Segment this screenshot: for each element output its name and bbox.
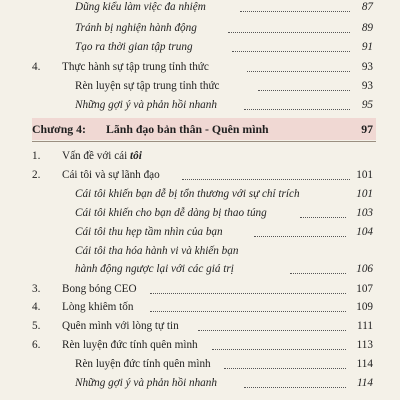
toc-entry-title: Rèn luyện sự tập trung tỉnh thức [75, 80, 220, 92]
section-number: 4. [32, 301, 41, 313]
section-number: 6. [32, 339, 41, 351]
toc-page-number: 114 [356, 358, 373, 370]
toc-page-number: 114 [357, 377, 373, 389]
toc-page-number: 93 [361, 80, 373, 92]
toc-entry-title: Vấn đề với cái tôi [62, 150, 142, 162]
dot-leader [240, 11, 350, 12]
toc-page-number: 111 [357, 320, 373, 332]
toc-entry-title: Rèn luyện đức tính quên mình [62, 339, 198, 351]
dot-leader [228, 32, 350, 33]
toc-entry-title: Thực hành sự tập trung tỉnh thức [62, 61, 209, 73]
toc-entry-title: Cái tôi thu hẹp tầm nhìn của bạn [75, 226, 223, 238]
dot-leader [224, 368, 346, 369]
section-number: 2. [32, 169, 41, 181]
toc-page-number: 95 [361, 99, 373, 111]
toc-page-number: 89 [361, 22, 373, 34]
toc-entry-title: Lòng khiêm tốn [62, 301, 134, 313]
section-number: 3. [32, 283, 41, 295]
chapter-page-number: 97 [361, 122, 373, 136]
toc-page-number: 91 [361, 41, 373, 53]
toc-entry-title: Những gợi ý và phản hồi nhanh [75, 377, 217, 389]
toc-entry-title: Tạo ra thời gian tập trung [75, 41, 193, 53]
dot-leader [150, 293, 346, 294]
dot-leader [290, 273, 346, 274]
dot-leader [247, 71, 350, 72]
toc-entry-title: hành động ngược lại với các giá trị [75, 263, 234, 275]
divider [32, 141, 376, 142]
section-number: 1. [32, 150, 41, 162]
toc-page-number: 87 [361, 1, 373, 13]
dot-leader [182, 179, 350, 180]
dot-leader [258, 90, 350, 91]
toc-entry-title: Tránh bị nghiện hành động [75, 22, 197, 34]
toc-page-number: 113 [356, 339, 373, 351]
dot-leader [212, 349, 346, 350]
dot-leader [300, 217, 346, 218]
toc-entry-title: Bong bóng CEO [62, 283, 137, 295]
dot-leader [254, 236, 346, 237]
toc-page-number: 106 [356, 263, 373, 275]
toc-page-number: 101 [356, 169, 373, 181]
toc-page-number: 93 [361, 61, 373, 73]
toc-page-number: 104 [356, 226, 373, 238]
toc-entry-title: Cái tôi tha hóa hành vi và khiến bạn [75, 245, 239, 257]
toc-page-number: 109 [356, 301, 373, 313]
chapter-title: Lãnh đạo bản thân - Quên mình [106, 122, 269, 136]
chapter-label: Chương 4: [32, 122, 86, 136]
toc-entry-title: Rèn luyện đức tính quên mình [75, 358, 211, 370]
toc-page-number: 107 [356, 283, 373, 295]
section-number: 4. [32, 61, 41, 73]
toc-entry-title: Cái tôi khiến bạn dễ bị tổn thương với sự chỉ trích [75, 188, 300, 200]
toc-entry-title: Dũng kiểu làm việc đa nhiệm [75, 1, 206, 13]
section-number: 5. [32, 320, 41, 332]
toc-entry-title: Những gợi ý và phản hồi nhanh [75, 99, 217, 111]
chapter-heading [32, 118, 376, 140]
toc-entry-title: Cái tôi và sự lãnh đạo [62, 169, 160, 181]
dot-leader [198, 330, 346, 331]
toc-entry-title: Quên mình với lòng tự tin [62, 320, 179, 332]
toc-page-number: 101 [356, 188, 373, 200]
dot-leader [244, 109, 350, 110]
dot-leader [232, 51, 350, 52]
dot-leader [150, 311, 346, 312]
toc-page-number: 103 [356, 207, 373, 219]
toc-entry-title: Cái tôi khiến cho bạn dễ dàng bị thao túng [75, 207, 267, 219]
dot-leader [244, 387, 346, 388]
